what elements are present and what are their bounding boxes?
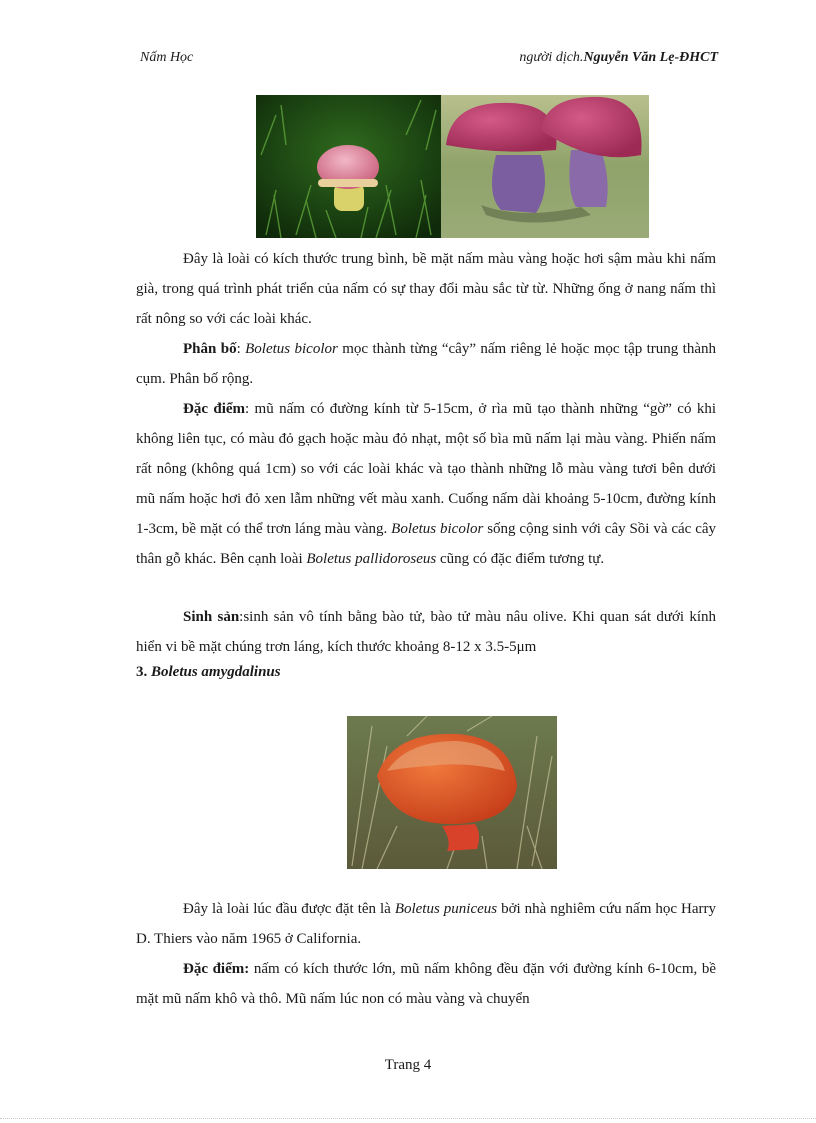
paragraph-description: Đây là loài có kích thước trung bình, bề mặt nấm màu vàng hoặc hơi sậm màu khi nấm già, trong quá trình phát triển của nấm có sự thay đổi màu sắc từ từ. Những ống ở nang nấm thì rất nông so với các loài khác. bbox=[136, 251, 716, 327]
reproduction-label: Sinh sản bbox=[183, 609, 240, 625]
page-number: Trang 4 bbox=[384, 1057, 432, 1073]
header-left: Nấm Học bbox=[140, 50, 194, 65]
paragraph-features-2: Đặc điểm: nấm có kích thước lớn, mũ nấm không đều đặn với đường kính 6-10cm, bề mặt mũ nấm khô và thô. Mũ nấm lúc non có màu vàng và chuyển bbox=[136, 961, 716, 1007]
paragraph-reproduction: Sinh sản:sinh sản vô tính bằng bào tử, bào tử màu nâu olive. Khi quan sát dưới kính hiển vi bề mặt chúng trơn láng, kích thước khoảng 8-12 x 3.5-5μm bbox=[136, 609, 717, 655]
features-label-2: Đặc điểm: bbox=[183, 961, 250, 977]
translator-name: Nguyễn Văn Lẹ-ĐHCT bbox=[583, 50, 718, 65]
paragraph-features: Đặc điểm: mũ nấm có đường kính từ 5-15cm, ở rìa mũ tạo thành những “gờ” có khi không liên tục, có màu đỏ gạch hoặc màu đỏ nhạt, một số bìa mũ nấm lại màu vàng. Phiến nấm rất nông (không quá 1cm) so với các loài khác và tạo thành những lỗ màu vàng tươi bên dưới mũ nấm hoặc hơi đỏ xen lẫm những vết màu xanh. Cuống nấm dài khoảng 5-10cm, đường kính 1-3cm, bề mặt có thể trơn láng màu vàng. Boletus bicolor sống cộng sinh với cây Sồi và các cây thân gỗ khác. Bên cạnh loài Boletus pallidoroseus cũng có đặc điểm tương tự. bbox=[136, 401, 717, 567]
section-heading: 3. Boletus amygdalinus bbox=[136, 664, 281, 680]
header-right bbox=[519, 50, 718, 66]
features-label: Đặc điểm bbox=[183, 401, 246, 417]
boletus-amygdalinus-photo bbox=[347, 716, 557, 869]
distribution-label: Phân bố bbox=[183, 341, 237, 357]
boletus-bicolor-photo-pair bbox=[441, 95, 649, 238]
translator-prefix: người dịch. bbox=[519, 50, 584, 65]
page-bottom-divider bbox=[0, 1118, 816, 1119]
boletus-bicolor-photo-small bbox=[256, 95, 441, 238]
paragraph-distribution: Phân bố: Boletus bicolor mọc thành từng “cây” nấm riêng lẻ hoặc mọc tập trung thành cụm. Phân bố rộng. bbox=[136, 341, 716, 387]
paragraph-naming: Đây là loài lúc đầu được đặt tên là Boletus puniceus bởi nhà nghiêm cứu nấm học Harry D. Thiers vào năm 1965 ở California. bbox=[136, 901, 716, 947]
